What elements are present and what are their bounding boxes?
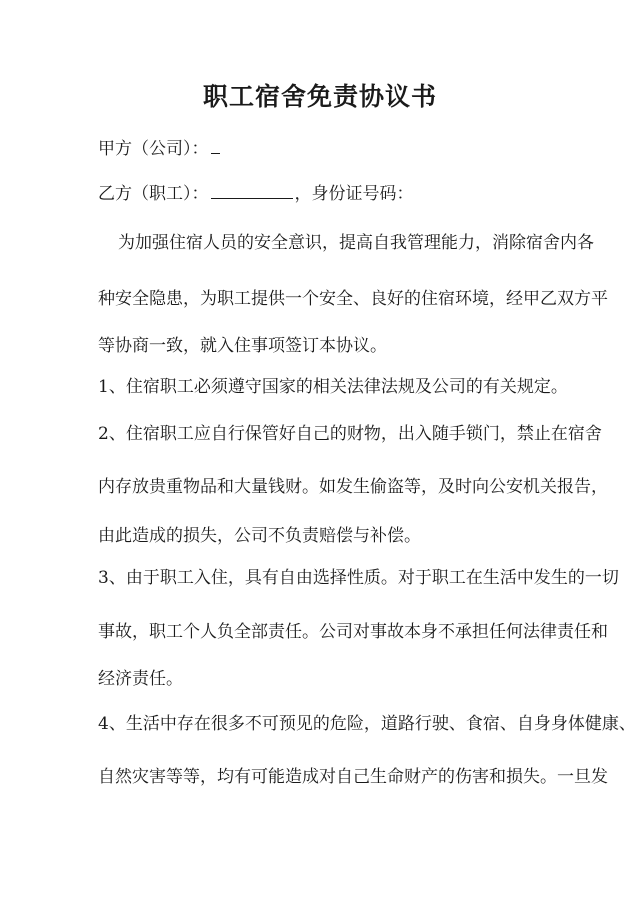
intro-line-2: 种安全隐患，为职工提供一个安全、良好的住宿环境，经甲乙双方平 [98, 289, 608, 309]
party-a-label: 甲方（公司）： [98, 139, 209, 159]
clause-2-line-2: 内存放贵重物品和大量钱财。如发生偷盗等，及时向公安机关报告， [98, 477, 608, 497]
party-b-id-label: ，身份证号码： [294, 184, 414, 204]
party-b-label: 乙方（职工）： [98, 184, 209, 204]
clause-2-line-3: 由此造成的损失，公司不负责赔偿与补偿。 [98, 526, 421, 546]
clause-4-line-2: 自然灾害等等，均有可能造成对自己生命财产的伤害和损失。一旦发 [98, 767, 608, 787]
clause-1-line-1: 1、住宿职工必须遵守国家的相关法律法规及公司的有关规定。 [98, 377, 568, 397]
clause-3-line-1: 3、由于职工入住，具有自由选择性质。对于职工在生活中发生的一切 [98, 568, 619, 588]
party-a-blank [211, 137, 220, 154]
clause-3-line-3: 经济责任。 [98, 669, 183, 689]
clause-2-line-1: 2、住宿职工应自行保管好自己的财物，出入随手锁门，禁止在宿舍 [98, 424, 602, 444]
party-b-line [98, 182, 414, 206]
document-title: 职工宿舍免责协议书 [202, 82, 437, 111]
party-b-name-blank [211, 182, 293, 199]
clause-3-line-2: 事故，职工个人负全部责任。公司对事故本身不承担任何法律责任和 [98, 622, 608, 642]
intro-line-1: 为加强住宿人员的安全意识，提高自我管理能力，消除宿舍内各 [118, 233, 594, 253]
intro-line-3: 等协商一致，就入住事项签订本协议。 [98, 336, 387, 356]
party-a-line [98, 137, 220, 161]
clause-4-line-1: 4、生活中存在很多不可预见的危险，道路行驶、食宿、自身身体健康、 [98, 714, 636, 734]
